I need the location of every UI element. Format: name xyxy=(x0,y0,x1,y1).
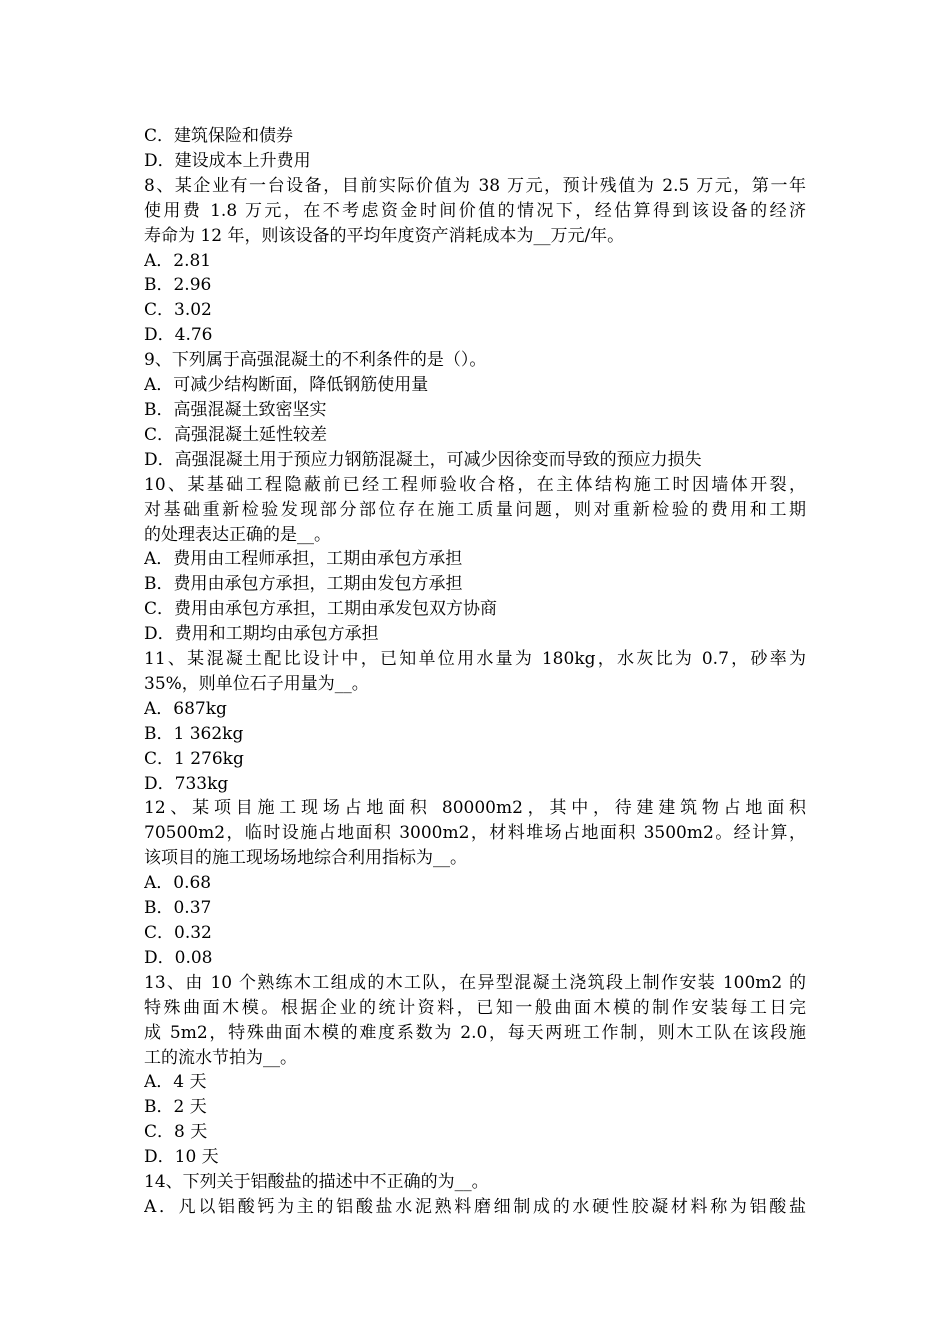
text-line: D．高强混凝土用于预应力钢筋混凝土，可减少因徐变而导致的预应力损失 xyxy=(144,449,702,470)
text-line: A．687kg xyxy=(144,698,227,719)
text-line: A．凡以铝酸钙为主的铝酸盐水泥熟料磨细制成的水硬性胶凝材料称为铝酸盐 xyxy=(144,1196,806,1217)
text-line: D．4.76 xyxy=(144,325,213,346)
text-line: D．0.08 xyxy=(144,947,213,968)
text-line: D．费用和工期均由承包方承担 xyxy=(144,624,379,645)
document-page xyxy=(144,124,806,1220)
text-line: 70500m2，临时设施占地面积 3000m2，材料堆场占地面积 3500m2。经计算， xyxy=(144,823,806,844)
text-line: 8、某企业有一台设备，目前实际价值为 38 万元，预计残值为 2.5 万元，第一年 xyxy=(144,175,806,196)
text-line: B．1 362kg xyxy=(144,723,244,744)
text-line: 的处理表达正确的是__。 xyxy=(144,524,331,545)
text-line: D．733kg xyxy=(144,773,229,794)
text-line: 10、某基础工程隐蔽前已经工程师验收合格，在主体结构施工时因墙体开裂， xyxy=(144,474,806,495)
text-line: 11、某混凝土配比设计中，已知单位用水量为 180kg，水灰比为 0.7，砂率为 xyxy=(144,649,806,670)
text-line: 对基础重新检验发现部分部位存在施工质量问题，则对重新检验的费用和工期 xyxy=(144,499,806,520)
text-line: A．4 天 xyxy=(144,1072,207,1093)
text-line: 9、下列属于高强混凝土的不利条件的是（）。 xyxy=(144,350,487,371)
text-line: C．建筑保险和债券 xyxy=(144,126,294,146)
text-line: D．建设成本上升费用 xyxy=(144,150,311,171)
text-line: 寿命为 12 年，则该设备的平均年度资产消耗成本为__万元/年。 xyxy=(144,225,625,246)
text-line: 工的流水节拍为__。 xyxy=(144,1047,297,1068)
text-line: A．可减少结构断面，降低钢筋使用量 xyxy=(144,375,429,396)
text-line: B．2 天 xyxy=(144,1097,207,1118)
text-line: 12、某项目施工现场占地面积 80000m2，其中，待建建筑物占地面积 xyxy=(144,798,806,819)
text-line: 使用费 1.8 万元，在不考虑资金时间价值的情况下，经估算得到该设备的经济 xyxy=(144,200,806,221)
text-line: B．费用由承包方承担，工期由发包方承担 xyxy=(144,574,463,595)
text-line: 成 5m2，特殊曲面木模的难度系数为 2.0，每天两班工作制，则木工队在该段施 xyxy=(144,1022,806,1043)
text-line: C．1 276kg xyxy=(144,748,244,769)
text-line: A．2.81 xyxy=(144,250,212,271)
text-line: D．10 天 xyxy=(144,1147,219,1168)
text-line: 14、下列关于铝酸盐的描述中不正确的为__。 xyxy=(144,1172,489,1193)
text-line: C．0.32 xyxy=(144,923,212,943)
text-line: C．3.02 xyxy=(144,300,212,321)
text-line: B．高强混凝土致密坚实 xyxy=(144,399,327,420)
text-line: C．费用由承包方承担，工期由承发包双方协商 xyxy=(144,599,498,620)
text-line: C．8 天 xyxy=(144,1122,208,1143)
text-line: C．高强混凝土延性较差 xyxy=(144,424,328,445)
text-line: 35%，则单位石子用量为__。 xyxy=(144,673,369,694)
text-line: 该项目的施工现场场地综合利用指标为__。 xyxy=(144,848,467,869)
text-line: A．0.68 xyxy=(144,873,212,894)
text-line: A．费用由工程师承担，工期由承包方承担 xyxy=(144,549,463,570)
text-line: 特殊曲面木模。根据企业的统计资料，已知一般曲面木模的制作安装每工日完 xyxy=(144,997,806,1018)
text-line: 13、由 10 个熟练木工组成的木工队，在异型混凝土浇筑段上制作安装 100m2 的 xyxy=(144,972,806,993)
text-line: B．0.37 xyxy=(144,898,212,919)
text-line: B．2.96 xyxy=(144,275,212,296)
